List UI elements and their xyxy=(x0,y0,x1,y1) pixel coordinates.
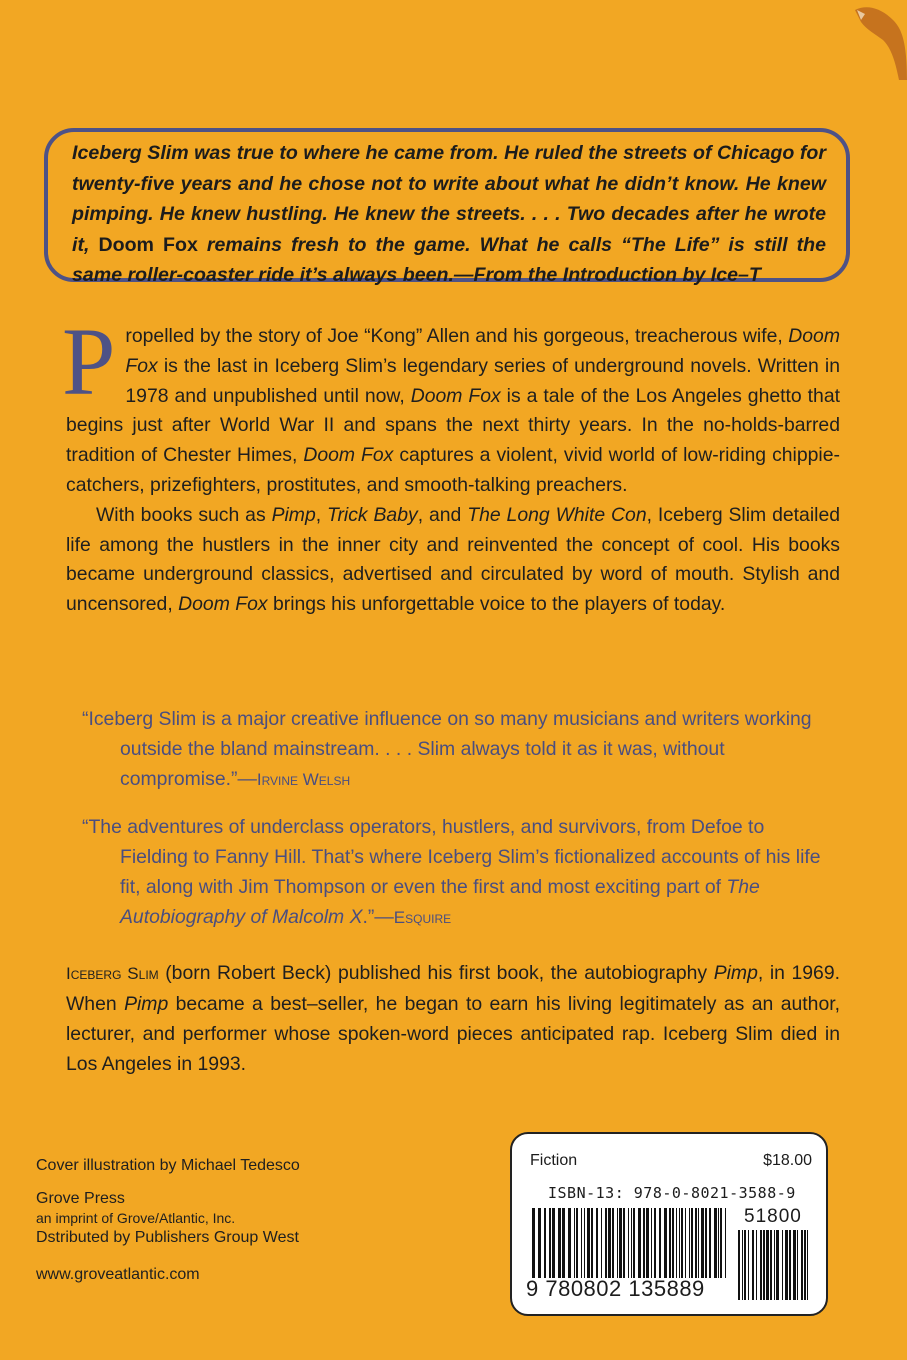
barcode-bar xyxy=(709,1208,711,1278)
barcode-bar xyxy=(601,1208,602,1278)
barcode-bar xyxy=(659,1208,661,1278)
barcode-bar xyxy=(681,1208,683,1278)
intro-quote: Iceberg Slim was true to where he came from. He ruled the streets of Chicago for twenty-five years and he chose not to write about what he didn’t know. He knew pimping. He knew hustling. He knew the streets. . . . Two decades after he wrote it, Doom Fox remains fresh to the game. What he calls “The Life” is still the same roller-coaster ride it’s always been.—From the Introduction by Ice–T xyxy=(72,142,826,287)
barcode-bar xyxy=(646,1208,649,1278)
barcode-bar xyxy=(763,1230,765,1300)
author-bio: Iceberg Slim (born Robert Beck) published his first book, the autobiography Pimp, in 1969. When Pimp became a best–seller, he began to earn his living legitimately as an author, lecturer, and performer whose spoken-word pieces anticipated rap. Iceberg Slim died in Los Angeles in 1993. xyxy=(66,962,841,1075)
barcode-bar xyxy=(776,1230,779,1300)
barcode-bar xyxy=(679,1208,680,1278)
barcode-bar xyxy=(552,1208,555,1278)
barcode-bar xyxy=(623,1208,625,1278)
addon-barcode-icon xyxy=(738,1230,814,1300)
barcode-bar xyxy=(725,1208,726,1278)
barcode-bar xyxy=(782,1230,783,1300)
barcode-bar xyxy=(576,1208,578,1278)
book-title: Doom Fox xyxy=(98,233,198,256)
illustration-fragment xyxy=(847,0,907,80)
barcode-bar xyxy=(676,1208,677,1278)
barcode-bar xyxy=(633,1208,635,1278)
barcode-bar xyxy=(538,1208,541,1278)
barcode-bar xyxy=(720,1208,722,1278)
blurb-source: Esquire xyxy=(393,908,452,927)
barcode-bar xyxy=(619,1208,622,1278)
barcode-icon xyxy=(532,1208,730,1278)
barcode-bar xyxy=(562,1208,565,1278)
barcode-bar xyxy=(789,1230,791,1300)
barcode-bar xyxy=(748,1230,749,1300)
distributor-line: Dstributed by Publishers Group West xyxy=(36,1229,299,1246)
barcode-bar xyxy=(617,1208,618,1278)
barcode-bar xyxy=(804,1230,806,1300)
barcode-bar xyxy=(605,1208,607,1278)
barcode-bar xyxy=(654,1208,656,1278)
barcode-bar xyxy=(638,1208,641,1278)
barcode-bar xyxy=(587,1208,590,1278)
barcode-bar xyxy=(574,1208,575,1278)
barcode-bar xyxy=(558,1208,561,1278)
barcode-bar xyxy=(807,1230,808,1300)
barcode-bar xyxy=(793,1230,796,1300)
addon-code: 51800 xyxy=(744,1206,802,1227)
barcode-bar xyxy=(549,1208,551,1278)
barcode-bar xyxy=(672,1208,674,1278)
barcode-bar xyxy=(718,1208,719,1278)
barcode-bar xyxy=(669,1208,671,1278)
barcode-bar xyxy=(591,1208,593,1278)
barcode-bar xyxy=(532,1208,535,1278)
barcode-bar xyxy=(698,1208,699,1278)
illustration-credit: Cover illustration by Michael Tedesco xyxy=(36,1157,300,1174)
barcode-bar xyxy=(685,1208,686,1278)
intro-quote-box xyxy=(44,128,850,287)
description-paragraph-2: With books such as Pimp, Trick Baby, and The Long White Con, Iceberg Slim detailed life among the hustlers in the inner city and reinvented the concept of cool. His books became underground classics, advertised and circulated by word of mouth. Stylish and uncensored, Doom Fox brings his unforgettable voice to the players of today. xyxy=(66,503,841,616)
barcode-bar xyxy=(766,1230,769,1300)
barcode-bar xyxy=(756,1230,757,1300)
barcode-bar xyxy=(801,1230,803,1300)
blurb-esquire: “The adventures of underclass operators, hustlers, and survivors, from Defoe to Fielding to Fanny Hill. That’s where Iceberg Slim’s fictionalized accounts of his life fit, along with Jim Thompson or even the first and most exciting part of The Autobiography of Malcolm X.”—Esquire xyxy=(82,816,821,928)
barcode-bar xyxy=(744,1230,746,1300)
price-label: $18.00 xyxy=(763,1152,812,1169)
ean-digits: 9 780802 135889 xyxy=(526,1276,705,1301)
barcode-bar xyxy=(689,1208,690,1278)
website-link[interactable]: www.groveatlantic.com xyxy=(36,1266,200,1283)
barcode-bar xyxy=(760,1230,762,1300)
barcode-bar xyxy=(695,1208,697,1278)
author-name: Iceberg Slim xyxy=(66,964,159,983)
barcode-bar xyxy=(596,1208,598,1278)
barcode-bar xyxy=(664,1208,667,1278)
barcode-bar xyxy=(568,1208,571,1278)
imprint-line: an imprint of Grove/Atlantic, Inc. xyxy=(36,1210,236,1226)
barcode-bar xyxy=(631,1208,632,1278)
barcode-bar xyxy=(628,1208,629,1278)
barcode-bar xyxy=(742,1230,743,1300)
description xyxy=(62,308,841,620)
barcode-bar xyxy=(701,1208,704,1278)
genre-label: Fiction xyxy=(530,1152,578,1169)
publisher-credits xyxy=(36,1155,436,1285)
barcode-bar xyxy=(581,1208,582,1278)
description-paragraph-1: Propelled by the story of Joe “Kong” Allen and his gorgeous, treacherous wife, Doom Fox is the last in Iceberg Slim’s legendary series of underground novels. Written in 1978 and unpublished until now, Doom Fox is a tale of the Los Angeles ghetto that begins just after World War II and spans the next thirty years. In the no-holds-barred tradition of Chester Himes, Doom Fox captures a violent, vivid world of low-riding chippie-catchers, prizefighters, prostitutes, and smooth-talking preachers. xyxy=(62,308,841,496)
barcode-bar xyxy=(544,1208,546,1278)
barcode-bar xyxy=(785,1230,788,1300)
drop-cap: P xyxy=(62,308,116,415)
blurb-welsh: “Iceberg Slim is a major creative influence on so many musicians and writers working outside the bland mainstream. . . . Slim always told it as it was, without compromise.”—Irvine Welsh xyxy=(82,708,812,790)
barcode-bar xyxy=(691,1208,693,1278)
barcode-bar xyxy=(705,1208,707,1278)
barcode-bar xyxy=(774,1230,775,1300)
publisher-name: Grove Press xyxy=(36,1190,125,1207)
barcode-bar xyxy=(714,1208,717,1278)
barcode-bar xyxy=(752,1230,754,1300)
barcode-bar xyxy=(584,1208,585,1278)
barcode-bar xyxy=(651,1208,652,1278)
barcode-bar xyxy=(608,1208,611,1278)
barcode-bar xyxy=(770,1230,772,1300)
barcode-bar xyxy=(797,1230,798,1300)
barcode-bar xyxy=(643,1208,645,1278)
barcode-bar xyxy=(612,1208,614,1278)
blurb-source: Irvine Welsh xyxy=(256,770,351,789)
barcode-bar xyxy=(738,1230,740,1300)
barcode-panel xyxy=(510,1132,828,1316)
isbn-label: ISBN-13: 978-0-8021-3588-9 xyxy=(548,1184,796,1202)
